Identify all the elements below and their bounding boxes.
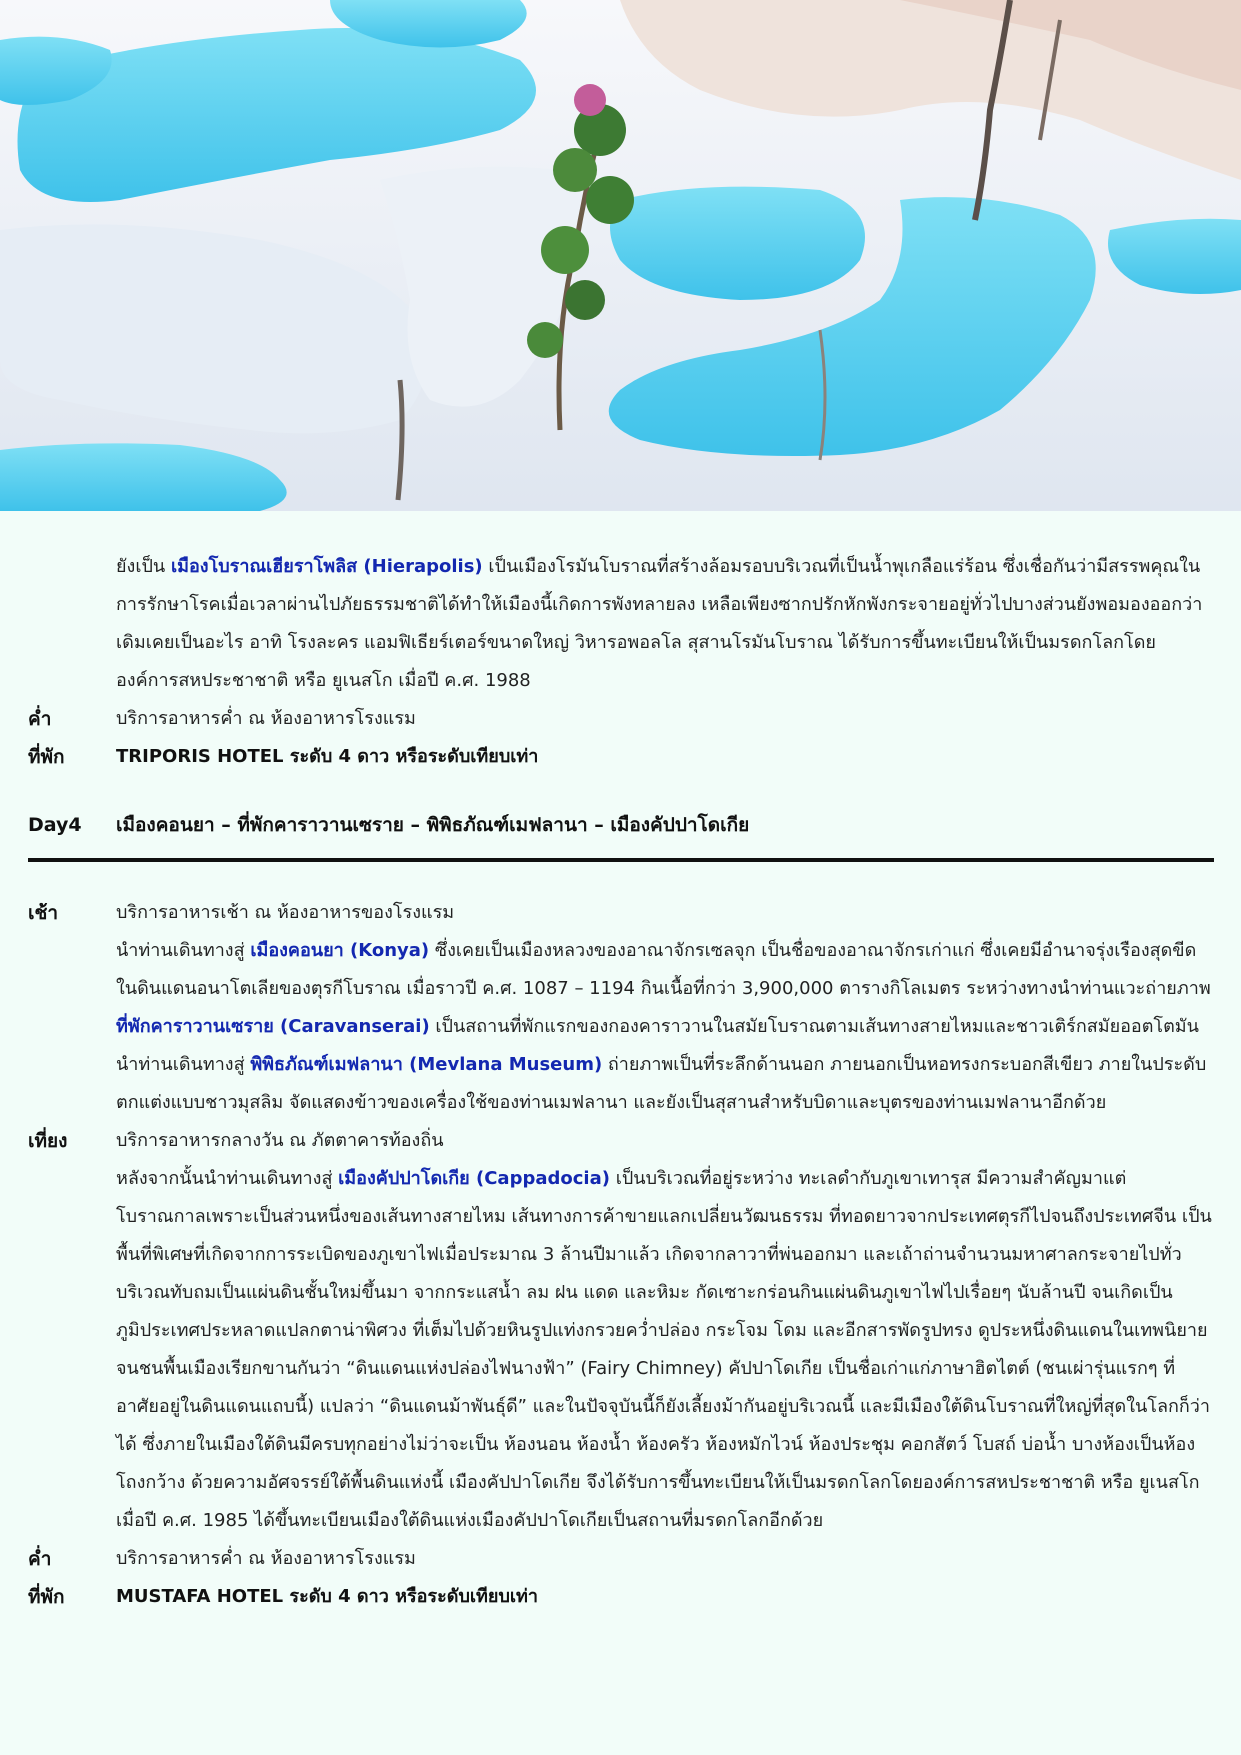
day-label: Day4 — [28, 814, 82, 836]
paragraph-text: เป็นเมืองโรมันโบราณที่สร้างล้อมรอบบริเวณที่เป็นน้ำพุเกลือแร่ร้อน ซึ่งเชื่อกันว่ามีสรรพคุณในการรักษาโรคเมื่อเวลาผ่านไปภัยธรรมชาติได้ทำให้เมืองนี้เกิดการพังทลายลง เหลือเพียงซากปรักหักพังกระจายอยู่ทั่วไปบางส่วนยังพอมองออกว่าเดิมเคยเป็นอะไร อาทิ โรงละคร แอมฟิเธียร์เตอร์ขนาดใหญ่ วิหารอพอลโล สุสานโรมันโบราณ ได้รับการขึ้นทะเบียนให้เป็นมรดกโลกโดยองค์การสหประชาชาติ หรือ ยูเนสโก เมื่อปี ค.ศ. 1988 — [116, 556, 1203, 691]
hotel-row — [28, 738, 1214, 776]
mevlana-paragraph — [116, 1046, 1214, 1122]
cappadocia-highlight: เมืองคัปปาโดเกีย (Cappadocia) — [338, 1168, 610, 1189]
paragraph-text: นำท่านเดินทางสู่ — [116, 940, 251, 961]
hotel-row — [28, 1578, 1214, 1616]
hierapolis-highlight: เมืองโบราณเฮียราโพลิส (Hierapolis) — [170, 556, 483, 577]
morning-row — [28, 894, 1214, 932]
cappadocia-paragraph — [116, 1160, 1214, 1540]
dinner-label: ค่ำ — [28, 708, 52, 730]
travertine-pools-illustration — [0, 0, 1241, 511]
konya-paragraph-row — [28, 932, 1214, 1046]
dinner-text: บริการอาหารค่ำ ณ ห้องอาหารโรงแรม — [116, 1548, 416, 1569]
cappadocia-paragraph-row — [28, 1160, 1214, 1540]
lunch-label: เที่ยง — [28, 1130, 68, 1152]
lunch-text: บริการอาหารกลางวัน ณ ภัตตาคารท้องถิ่น — [116, 1130, 444, 1151]
dinner-label: ค่ำ — [28, 1548, 52, 1570]
konya-highlight: เมืองคอนยา (Konya) — [250, 940, 430, 961]
dinner-row — [28, 1540, 1214, 1578]
paragraph-text: ยังเป็น — [116, 556, 171, 577]
hotel-text: MUSTAFA HOTEL ระดับ 4 ดาว หรือระดับเทียบเท่า — [116, 1586, 538, 1607]
hierapolis-paragraph-row — [28, 548, 1214, 700]
morning-text: บริการอาหารเช้า ณ ห้องอาหารของโรงแรม — [116, 902, 455, 923]
paragraph-text: นำท่านเดินทางสู่ — [116, 1054, 251, 1075]
hotel-label: ที่พัก — [28, 746, 65, 768]
mevlana-highlight: พิพิธภัณฑ์เมฟลานา (Mevlana Museum) — [250, 1054, 603, 1075]
caravanserai-highlight: ที่พักคาราวานเซราย (Caravanserai) — [116, 1016, 430, 1037]
lunch-row — [28, 1122, 1214, 1160]
paragraph-text: ซึ่งเคยเป็นเมืองหลวงของอาณาจักรเซลจุก เป็นชื่อของอาณาจักรเก่าแก่ ซึ่งเคยมีอำนาจรุ่งเรืองสุดขีดในดินแดนอนาโตเลียของตุรกีโบราณ เมื่อราวปี ค.ศ. 1087 – 1194 กินเนื้อที่กว่า 3,900,000 ตารางกิโลเมตร ระหว่างทางนำท่านแวะถ่ายภาพ — [116, 940, 1211, 999]
morning-label: เช้า — [28, 902, 59, 924]
paragraph-text: เป็นบริเวณที่อยู่ระหว่าง ทะเลดำกับภูเขาเทารุส มีความสำคัญมาแต่โบราณกาลเพราะเป็นส่วนหนึ่งของเส้นทางสายไหม เส้นทางการค้าขายแลกเปลี่ยนวัฒนธรรม ที่ทอดยาวจากประเทศตุรกีไปจนถึงประเทศจีน เป็นพื้นที่พิเศษที่เกิดจากการระเบิดของภูเขาไฟเมื่อประมาณ 3 ล้านปีมาแล้ว เกิดจากลาวาที่พ่นออกมา และเถ้าถ่านจำนวนมหาศาลกระจายไปทั่วบริเวณทับถมเป็นแผ่นดินชั้นใหม่ขึ้นมา จากกระแสน้ำ ลม ฝน แดด และหิมะ กัดเซาะกร่อนกินแผ่นดินภูเขาไฟไปเรื่อยๆ นับล้านปี จนเกิดเป็นภูมิประเทศประหลาดแปลกตาน่าพิศวง ที่เต็มไปด้วยหินรูปแท่งกรวยคว่ำปล่อง กระโจม โดม และอีกสารพัดรูปทรง ดูประหนึ่งดินแดนในเทพนิยาย จนชนพื้นเมืองเรียกขานกันว่า “ดินแดนแห่งปล่องไฟนางฟ้า” (Fairy Chimney) คัปปาโดเกีย เป็นชื่อเก่าแก่ภาษาฮิตไตต์ (ชนเผ่ารุ่นแรกๆ ที่อาศัยอยู่ในดินแดนแถบนี้) แปลว่า “ดินแดนม้าพันธุ์ดี” และในปัจจุบันนี้ก็ยังเลี้ยงม้ากันอยู่บริเวณนี้ และมีเมืองใต้ดินโบราณที่ใหญ่ที่สุดในโลกก็ว่าได้ ซึ่งภายในเมืองใต้ดินมีครบทุกอย่างไม่ว่าจะเป็น ห้องนอน ห้องน้ำ ห้องครัว ห้องหมักไวน์ ห้องประชุม คอกสัตว์ โบสถ์ บ่อน้ำ บางห้องเป็นห้องโถงกว้าง ด้วยความอัศจรรย์ใต้พื้นดินแห่งนี้ เมืองคัปปาโดเกีย จึงได้รับการขึ้นทะเบียนให้เป็นมรดกโลกโดยองค์การสหประชาชาติ หรือ ยูเนสโก เมื่อปี ค.ศ. 1985 ได้ขึ้นทะเบียนเมืองใต้ดินแห่งเมืองคัปปาโดเกียเป็นสถานที่มรดกโลกอีกด้วย — [116, 1168, 1212, 1531]
hero-photo-pamukkale-terraces — [0, 0, 1241, 511]
day-title: เมืองคอนยา – ที่พักคาราวานเซราย – พิพิธภัณฑ์เมฟลานา – เมืองคัปปาโดเกีย — [116, 814, 750, 836]
itinerary-content — [28, 548, 1214, 1616]
hierapolis-paragraph — [116, 548, 1214, 700]
hotel-label: ที่พัก — [28, 1586, 65, 1608]
paragraph-text: เป็นสถานที่พักแรกของกองคาราวานในสมัยโบราณตามเส้นทางสายไหมและชาวเติร์กสมัยออตโตมัน — [429, 1016, 1199, 1037]
mevlana-paragraph-row — [28, 1046, 1214, 1122]
paragraph-text: หลังจากนั้นนำท่านเดินทางสู่ — [116, 1168, 339, 1189]
day4-heading — [28, 806, 1214, 844]
hotel-text: TRIPORIS HOTEL ระดับ 4 ดาว หรือระดับเทียบเท่า — [116, 746, 539, 767]
dinner-row — [28, 700, 1214, 738]
paragraph-text: ถ่ายภาพเป็นที่ระลึกด้านนอก ภายนอกเป็นหอทรงกระบอกสีเขียว ภายในประดับตกแต่งแบบชาวมุสลิม จัดแสดงข้าวของเครื่องใช้ของท่านเมฟลานา และยังเป็นสุสานสำหรับบิดาและบุตรของท่านเมฟลานาอีกด้วย — [116, 1054, 1207, 1113]
konya-paragraph — [116, 932, 1214, 1046]
dinner-text: บริการอาหารค่ำ ณ ห้องอาหารโรงแรม — [116, 708, 416, 729]
